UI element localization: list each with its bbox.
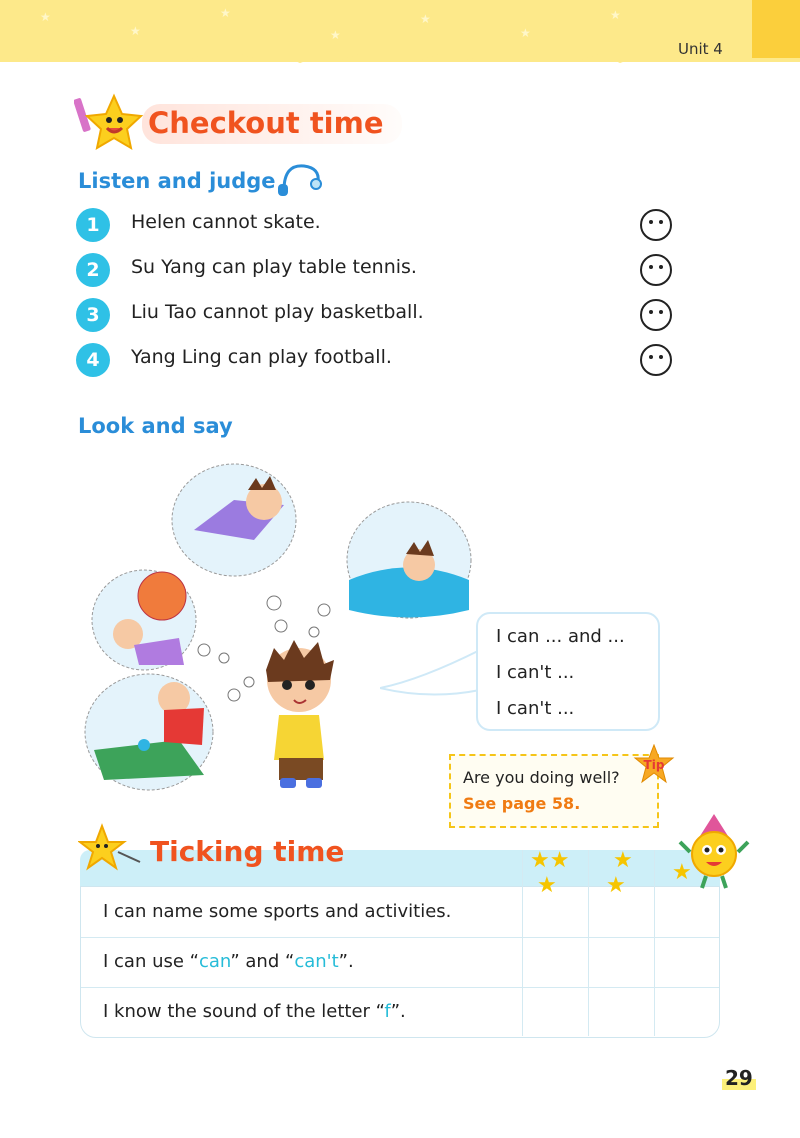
sports-illustration xyxy=(84,460,484,800)
star-decoration: ★ xyxy=(420,12,431,26)
star-decoration: ★ xyxy=(130,24,141,38)
item-text: Yang Ling can play football. xyxy=(131,346,392,368)
listen-item xyxy=(76,296,686,334)
neutral-face-icon[interactable] xyxy=(639,298,673,332)
ticking-table-body xyxy=(80,886,720,1038)
star-decoration: ★ xyxy=(220,6,231,20)
star-decoration: ★ xyxy=(610,8,621,22)
item-number-badge: 2 xyxy=(76,253,110,287)
listen-item xyxy=(76,341,686,379)
tip-page-reference[interactable]: See page 58. xyxy=(463,794,581,813)
column-divider xyxy=(522,850,523,1036)
star-pencil-icon xyxy=(74,92,144,156)
column-divider xyxy=(654,850,655,1036)
speech-line: I can't ... xyxy=(496,662,575,683)
page-number: 29 xyxy=(722,1066,756,1090)
column-divider xyxy=(588,850,589,1036)
ticking-row-1: I can name some sports and activities. xyxy=(103,901,452,922)
checkout-time-title: Checkout time xyxy=(142,104,402,144)
speech-line: I can ... and ... xyxy=(496,626,625,647)
two-stars-icon: ★ ★ xyxy=(606,848,633,898)
listen-and-judge-heading: Listen and judge xyxy=(78,169,276,193)
neutral-face-icon[interactable] xyxy=(639,208,673,242)
unit-tab xyxy=(752,0,800,58)
listen-item xyxy=(76,251,686,289)
swimming-thought-bubble xyxy=(347,502,471,618)
neutral-face-icon[interactable] xyxy=(639,253,673,287)
neutral-face-icon[interactable] xyxy=(639,343,673,377)
mascot-icon xyxy=(676,812,752,892)
tip-question: Are you doing well? xyxy=(463,768,620,787)
ticking-row-3: I know the sound of the letter “f”. xyxy=(103,1001,406,1022)
three-stars-icon: ★★ ★ xyxy=(530,848,570,898)
headphone-icon[interactable] xyxy=(274,160,326,198)
item-text: Su Yang can play table tennis. xyxy=(131,256,417,278)
item-text: Helen cannot skate. xyxy=(131,211,321,233)
ticking-time-title: Ticking time xyxy=(150,835,345,868)
row-divider xyxy=(81,937,719,938)
unit-label: Unit 4 xyxy=(678,40,723,58)
listen-item xyxy=(76,206,686,244)
ticking-row-2: I can use “can” and “can't”. xyxy=(103,951,354,972)
one-star-icon: ★ xyxy=(672,860,692,885)
star-decoration: ★ xyxy=(40,10,51,24)
skating-thought-bubble xyxy=(172,464,296,576)
speech-tail xyxy=(380,640,490,710)
item-number-badge: 4 xyxy=(76,343,110,377)
star-wand-icon xyxy=(78,822,144,878)
table-tennis-thought-bubble xyxy=(85,674,213,790)
star-decoration: ★ xyxy=(520,26,531,40)
star-decoration: ★ xyxy=(330,28,341,42)
boy-figure xyxy=(266,640,334,788)
tip-box xyxy=(449,754,659,828)
tip-star-icon xyxy=(633,744,675,784)
speech-bubble xyxy=(476,612,660,731)
look-and-say-heading: Look and say xyxy=(78,414,233,438)
speech-line: I can't ... xyxy=(496,698,575,719)
tip-label: Tip xyxy=(643,758,665,772)
item-text: Liu Tao cannot play basketball. xyxy=(131,301,424,323)
row-divider xyxy=(81,987,719,988)
item-number-badge: 3 xyxy=(76,298,110,332)
item-number-badge: 1 xyxy=(76,208,110,242)
basketball-thought-bubble xyxy=(92,570,196,670)
